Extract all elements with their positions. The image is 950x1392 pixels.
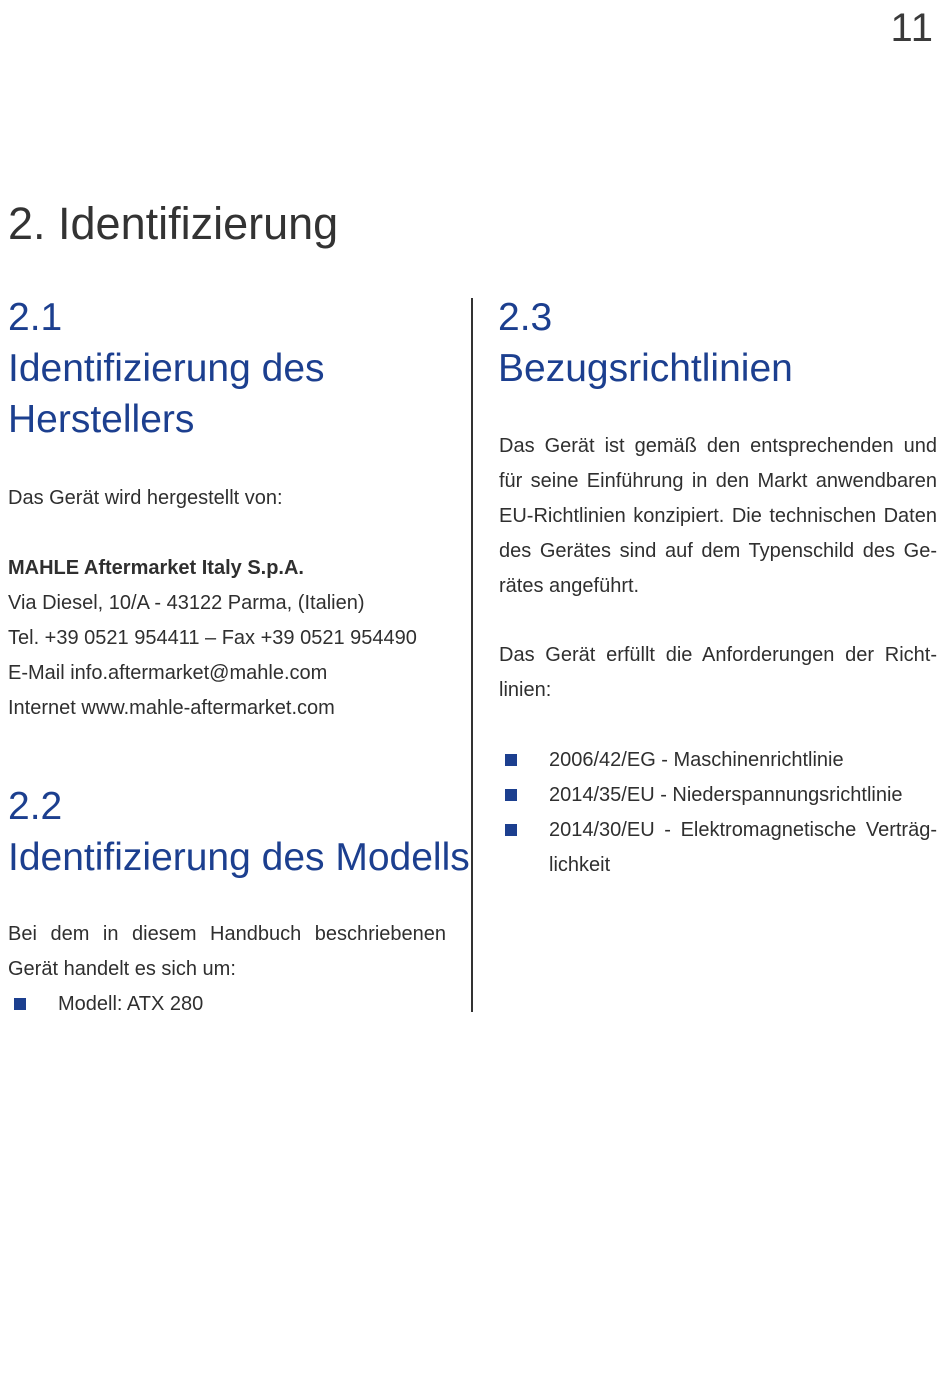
section-2-3-title: Bezugsrichtlinien — [498, 347, 793, 390]
paragraph-line: für seine Einführung in den Markt anwendbaren — [499, 470, 937, 492]
section-2-1-title-line-2: Herstellers — [8, 398, 195, 441]
paragraph-line: linien: — [499, 679, 552, 701]
list-item — [499, 743, 937, 778]
section-2-2-heading — [8, 781, 470, 883]
paragraph-line: rätes angeführt. — [499, 575, 640, 597]
paragraph-line: des Gerätes sind auf dem Typenschild des Ge- — [499, 540, 937, 562]
directives-paragraph-2 — [499, 638, 937, 708]
bullet-square-icon — [14, 998, 26, 1010]
section-2-1-number: 2.1 — [8, 296, 63, 339]
directive-label: 2006/42/EG - Maschinenrichtlinie — [549, 749, 844, 771]
directive-label: 2014/35/EU - Niederspannungsrichtlinie — [549, 784, 903, 806]
manufacturer-contact — [8, 551, 417, 726]
model-description-line-2: Gerät handelt es sich um: — [8, 958, 236, 980]
model-description-line-1: Bei dem in diesem Handbuch beschriebenen — [8, 923, 446, 945]
column-divider — [471, 298, 473, 1012]
list-item — [499, 778, 937, 813]
list-item — [8, 987, 203, 1022]
company-phone-fax: Tel. +39 0521 954411 – Fax +39 0521 954490 — [8, 627, 417, 649]
paragraph-line: Das Gerät ist gemäß den entsprechenden und — [499, 435, 937, 457]
directive-label: 2014/30/EU - Elektromagnetische Verträg- — [549, 819, 937, 841]
manufacturer-intro — [8, 481, 283, 516]
paragraph-line: EU-Richtlinien konzipiert. Die technischen Daten — [499, 505, 937, 527]
bullet-square-icon — [505, 754, 517, 766]
section-2-3-number: 2.3 — [498, 296, 553, 339]
chapter-title: 2. Identifizierung — [8, 198, 339, 249]
section-2-1-title-line-1: Identifizierung des — [8, 347, 325, 390]
model-list — [8, 987, 203, 1022]
model-name: Modell: ATX 280 — [58, 993, 204, 1015]
company-website: Internet www.mahle-aftermarket.com — [8, 697, 335, 719]
list-item — [499, 813, 937, 883]
bullet-square-icon — [505, 824, 517, 836]
directives-list — [499, 743, 937, 883]
paragraph-line: Das Gerät erfüllt die Anforderungen der Richt- — [499, 644, 937, 666]
page-number: 11 — [890, 6, 934, 50]
section-2-1-heading — [8, 292, 325, 445]
company-email: E-Mail info.aftermarket@mahle.com — [8, 662, 328, 684]
company-address: Via Diesel, 10/A - 43122 Parma, (Italien) — [8, 592, 365, 614]
manufacturer-intro-text: Das Gerät wird hergestellt von: — [8, 487, 283, 509]
section-2-2-title: Identifizierung des Modells — [8, 836, 470, 879]
section-2-3-heading — [498, 292, 793, 394]
directives-paragraph-1 — [499, 429, 937, 604]
company-name: MAHLE Aftermarket Italy S.p.A. — [8, 557, 304, 579]
directive-label-continued: lichkeit — [549, 854, 611, 876]
section-2-2-number: 2.2 — [8, 785, 63, 828]
bullet-square-icon — [505, 789, 517, 801]
model-description — [8, 917, 446, 987]
